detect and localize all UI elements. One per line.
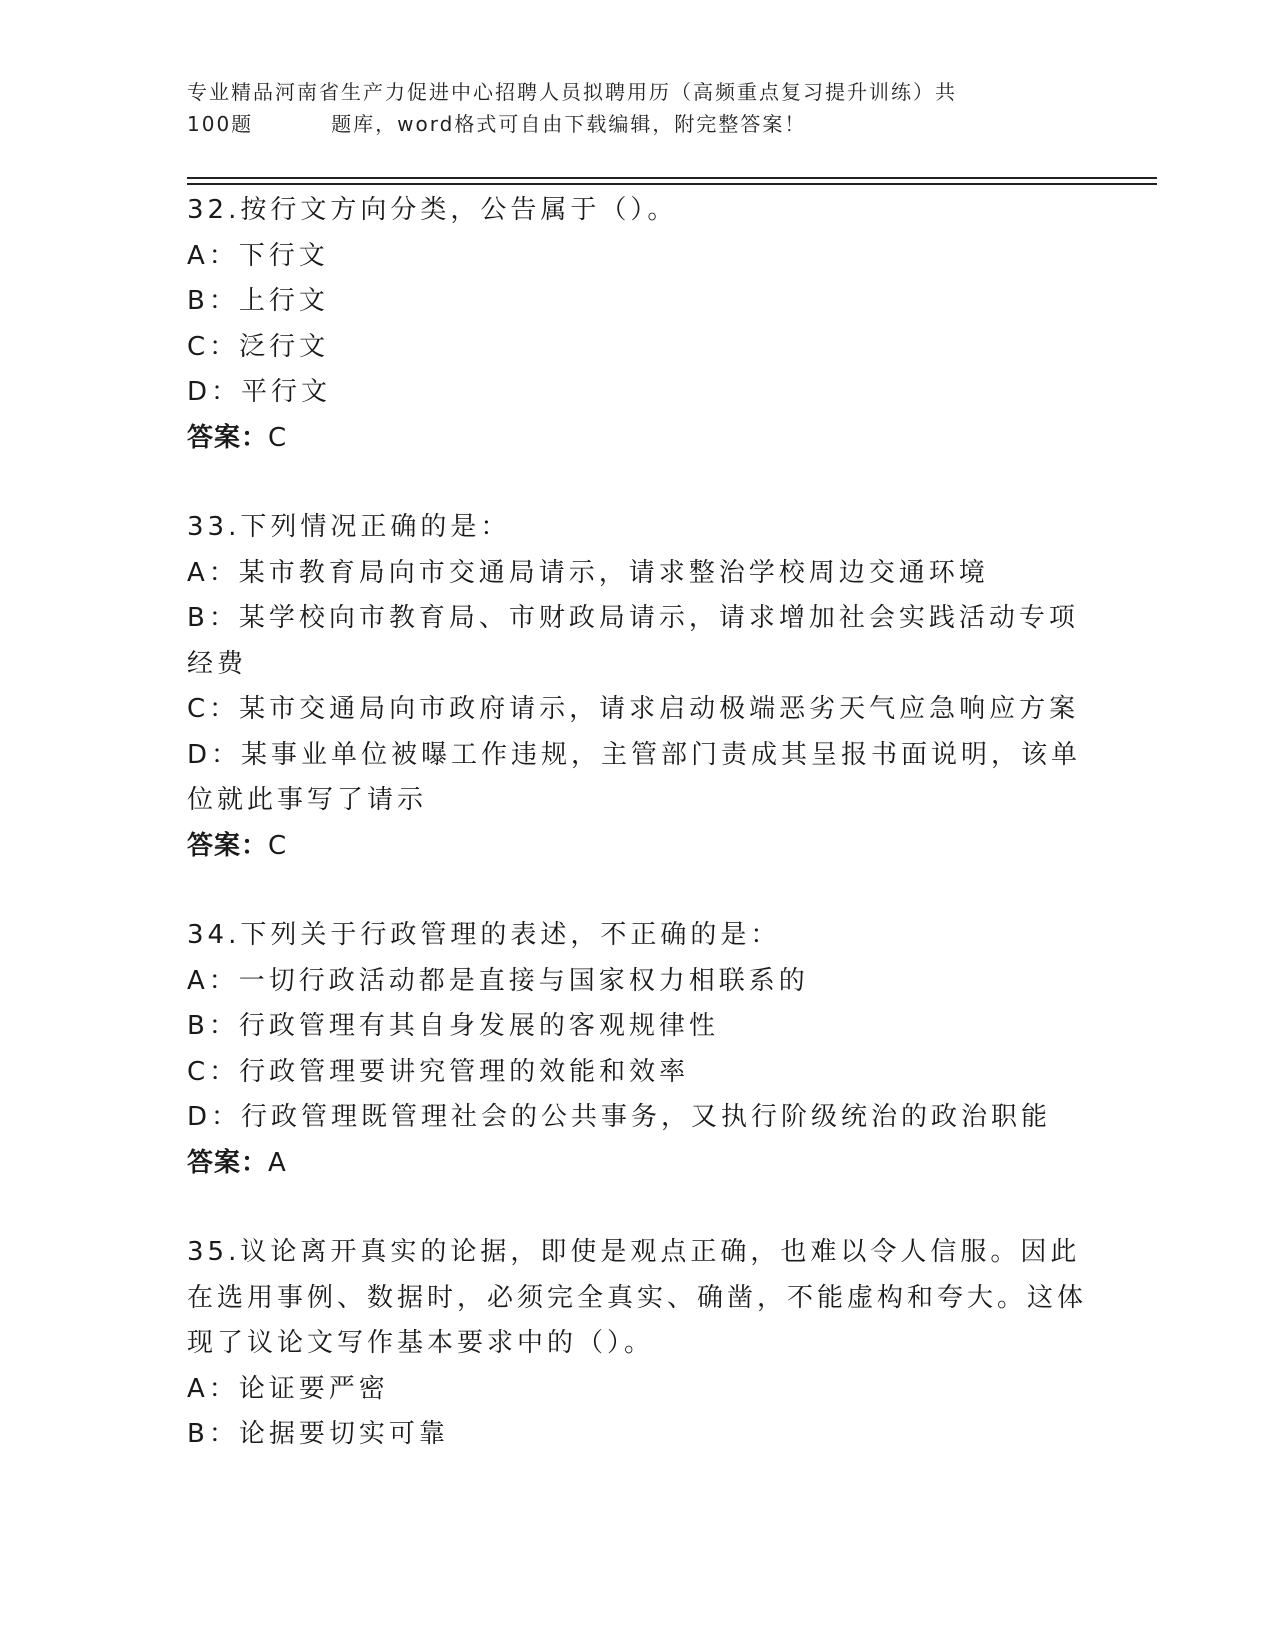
option-b: B：行政管理有其自身发展的客观规律性: [187, 1011, 719, 1041]
question-stem: 35.议论离开真实的论据，即使是观点正确，也难以令人信服。因此在选用事例、数据时，必须完全真实、确凿，不能虚构和夸大。这体现了议论文写作基本要求中的（）。: [187, 1237, 1088, 1358]
option-d: D：平行文: [187, 377, 332, 407]
header-question-count: 100题: [187, 112, 254, 136]
question-34: [187, 913, 1087, 1186]
option-a: A：某市教育局向市交通局请示，请求整治学校周边交通环境: [187, 557, 989, 588]
answer-value: C: [268, 830, 288, 861]
header-divider-top: [187, 177, 1157, 179]
option-a: A：一切行政活动都是直接与国家权力相联系的: [187, 965, 809, 996]
answer-label: 答案：: [187, 830, 269, 861]
header-title-line2: [187, 108, 1087, 140]
header-divider-bottom: [187, 183, 1157, 185]
question-35: [187, 1230, 1087, 1458]
option-a: A：下行文: [187, 240, 329, 271]
answer-line: [187, 1141, 1087, 1187]
option-c: C：行政管理要讲究管理的效能和效率: [187, 1056, 690, 1087]
question-stem: 32.按行文方向分类，公告属于（）。: [187, 195, 678, 225]
answer-value: C: [268, 422, 288, 453]
answer-value: A: [268, 1147, 287, 1178]
header-description: 题库，word格式可自由下载编辑，附完整答案！: [331, 112, 807, 136]
page-header: [187, 76, 1087, 140]
question-32: [187, 188, 1087, 461]
option-d: D：行政管理既管理社会的公共事务，又执行阶级统治的政治职能: [187, 1102, 1052, 1132]
option-d: D：某事业单位被曝工作违规，主管部门责成其呈报书面说明，该单位就此事写了请示: [187, 739, 1082, 815]
answer-line: [187, 416, 1087, 462]
answer-line: [187, 824, 1087, 870]
question-list: [187, 188, 1087, 1502]
option-b: B：某学校向市教育局、市财政局请示，请求增加社会实践活动专项经费: [187, 603, 1079, 679]
option-a: A：论证要严密: [187, 1373, 389, 1404]
header-title-line1: 专业精品河南省生产力促进中心招聘人员拟聘用历（高频重点复习提升训练）共: [187, 80, 957, 104]
question-33: [187, 505, 1087, 869]
option-c: C：泛行文: [187, 331, 330, 362]
answer-label: 答案：: [187, 1147, 269, 1178]
answer-label: 答案：: [187, 422, 269, 453]
option-b: B：上行文: [187, 286, 329, 316]
option-b: B：论据要切实可靠: [187, 1419, 449, 1449]
question-stem: 34.下列关于行政管理的表述，不正确的是：: [187, 920, 781, 950]
question-stem: 33.下列情况正确的是：: [187, 512, 511, 542]
option-c: C：某市交通局向市政府请示，请求启动极端恶劣天气应急响应方案: [187, 694, 1080, 724]
